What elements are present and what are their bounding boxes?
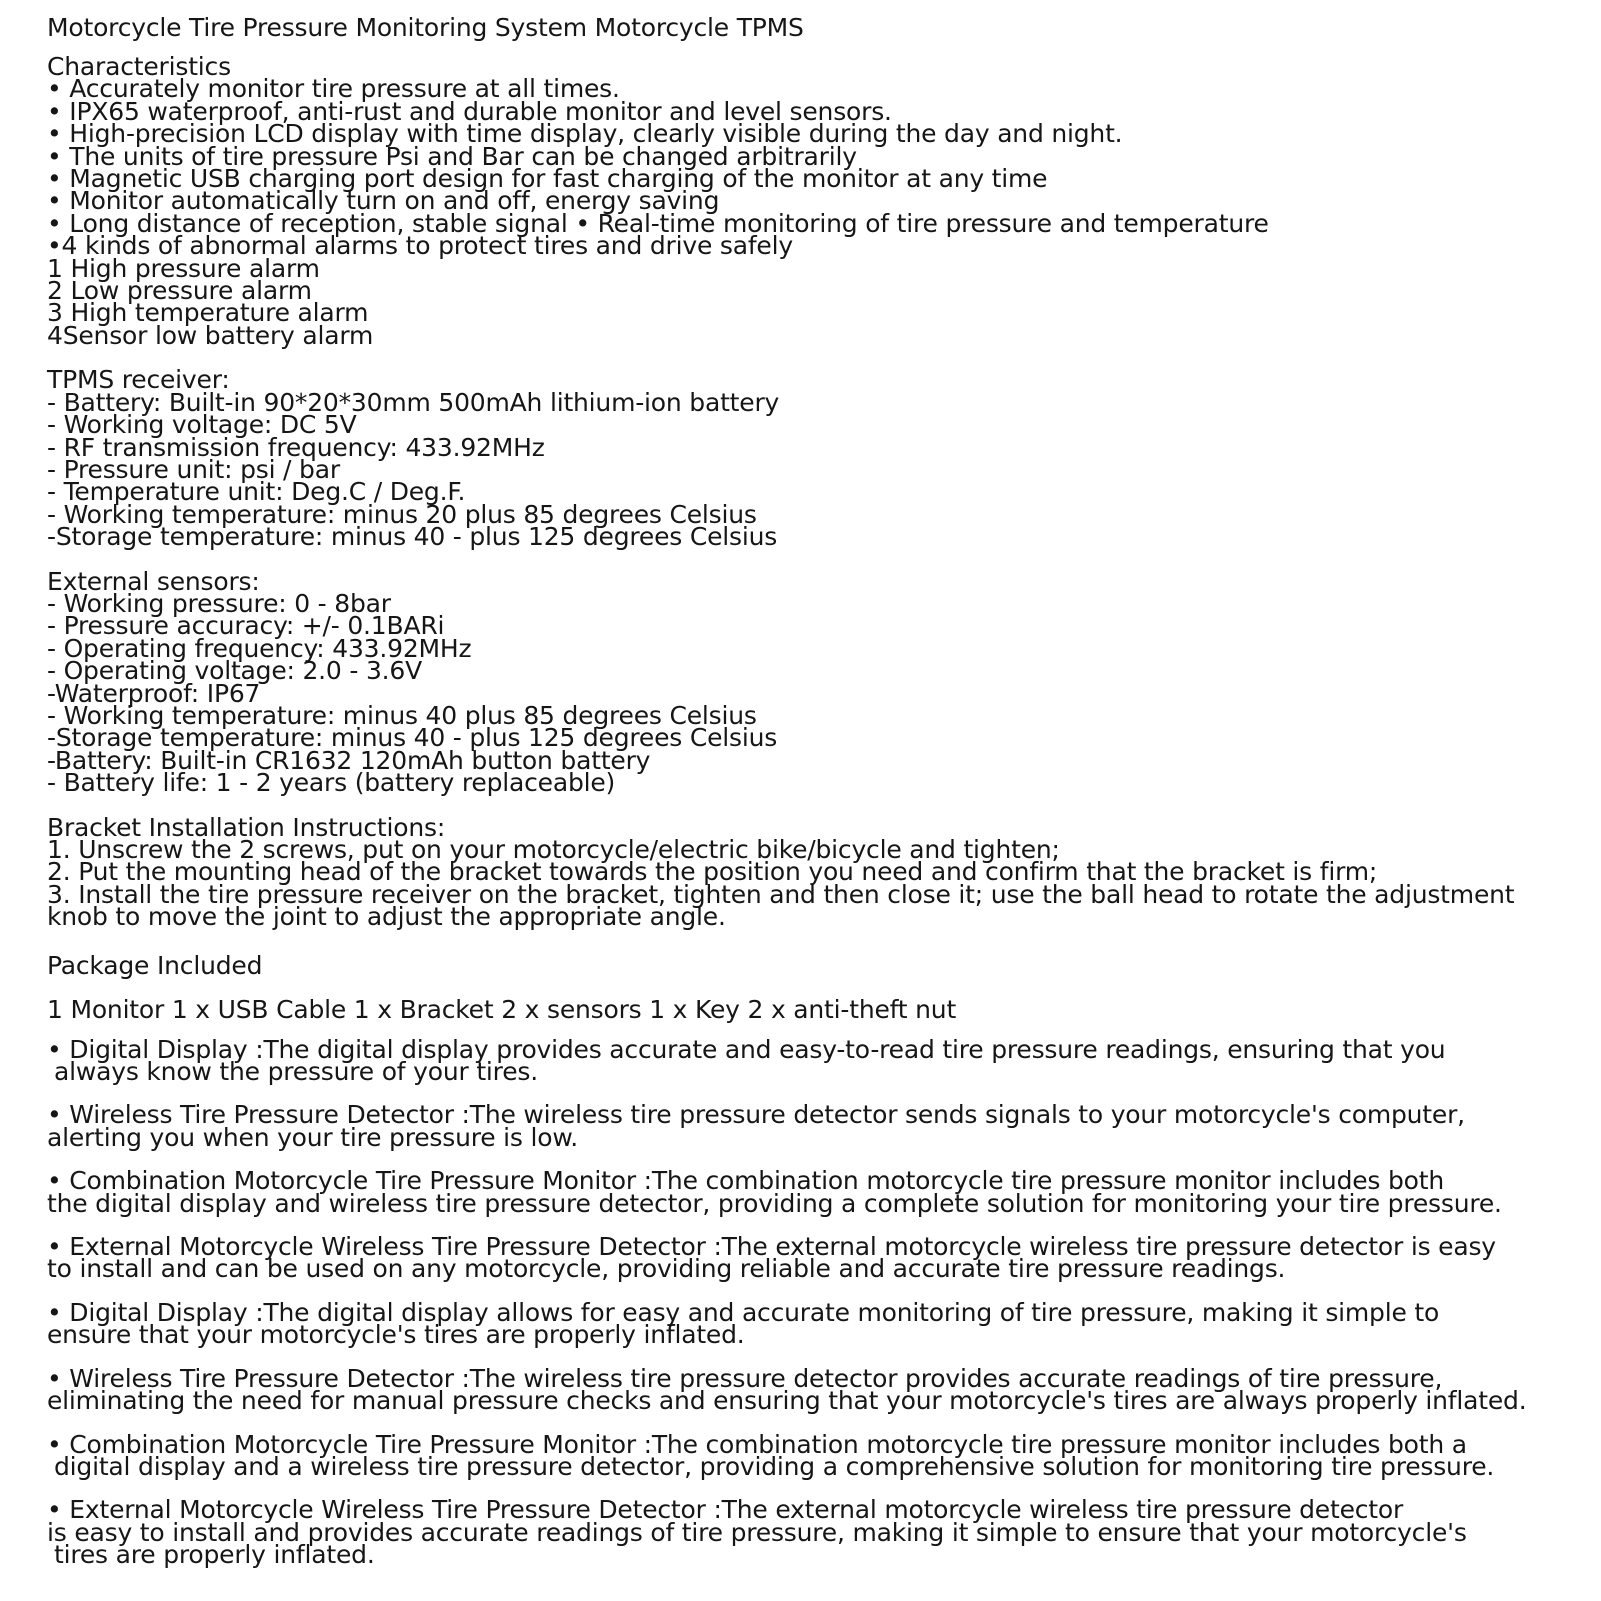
feature-paragraph bbox=[47, 1297, 1587, 1350]
page-title: Motorcycle Tire Pressure Monitoring System Motorcycle TPMS bbox=[47, 13, 804, 42]
spec-item: -Waterproof: IP67 bbox=[47, 678, 261, 708]
feature-line: • Digital Display :The digital display provides accurate and easy-to-read tire pressure readings, ensuring that you bbox=[47, 1034, 1446, 1064]
alarm-item: 3 High temperature alarm bbox=[47, 298, 369, 328]
bracket-section bbox=[47, 812, 1587, 932]
spec-item: -Storage temperature: minus 40 - plus 125 degrees Celsius bbox=[47, 522, 778, 552]
spec-item: - Working temperature: minus 40 plus 85 degrees Celsius bbox=[47, 700, 757, 730]
spec-item: - Operating frequency: 433.92MHz bbox=[47, 633, 472, 663]
feature-line: • External Motorcycle Wireless Tire Pressure Detector :The external motorcycle wireless tire pressure detector bbox=[47, 1495, 1404, 1525]
feature-line: is easy to install and provides accurate readings of tire pressure, making it simple to ensure that your motorcycle's bbox=[47, 1517, 1467, 1547]
spec-item: - Working pressure: 0 - 8bar bbox=[47, 588, 391, 618]
spec-item: - RF transmission frequency: 433.92MHz bbox=[47, 432, 545, 462]
feature-paragraph bbox=[47, 1034, 1587, 1087]
spec-item: -Battery: Built-in CR1632 120mAh button battery bbox=[47, 745, 651, 775]
instruction-step: 3. Install the tire pressure receiver on the bracket, tighten and then close it; use the ball head to rotate the adjustment bbox=[47, 879, 1515, 909]
spec-item: - Pressure unit: psi / bar bbox=[47, 454, 340, 484]
feature-paragraph bbox=[47, 1495, 1587, 1570]
spec-item: - Battery: Built-in 90*20*30mm 500mAh lithium-ion battery bbox=[47, 387, 780, 417]
feature-line: • External Motorcycle Wireless Tire Pressure Detector :The external motorcycle wireless tire pressure detector is easy bbox=[47, 1232, 1496, 1262]
alarm-item: 4Sensor low battery alarm bbox=[47, 320, 374, 350]
feature-paragraph bbox=[47, 1166, 1587, 1218]
instruction-step: 1. Unscrew the 2 screws, put on your motorcycle/electric bike/bicycle and tighten; bbox=[47, 835, 1060, 864]
instruction-step: 2. Put the mounting head of the bracket towards the position you need and confirm that the bracket is firm; bbox=[47, 857, 1378, 887]
characteristic-item: • Long distance of reception, stable signal • Real-time monitoring of tire pressure and temperature bbox=[47, 208, 1269, 238]
feature-line: • Wireless Tire Pressure Detector :The wireless tire pressure detector provides accurate readings of tire pressure, bbox=[47, 1363, 1443, 1393]
package-contents: 1 Monitor 1 x USB Cable 1 x Bracket 2 x sensors 1 x Key 2 x anti-theft nut bbox=[47, 994, 957, 1024]
feature-line: always know the pressure of your tires. bbox=[54, 1057, 538, 1087]
spec-item: - Pressure accuracy: +/- 0.1BARi bbox=[47, 611, 445, 641]
characteristic-item: •4 kinds of abnormal alarms to protect tires and drive safely bbox=[47, 231, 793, 261]
characteristic-item: • Accurately monitor tire pressure at all times. bbox=[47, 74, 620, 104]
characteristic-item: • Monitor automatically turn on and off, energy saving bbox=[47, 186, 720, 216]
feature-line: tires are properly inflated. bbox=[54, 1540, 375, 1570]
feature-paragraph bbox=[47, 1232, 1587, 1284]
spec-item: - Operating voltage: 2.0 - 3.6V bbox=[47, 656, 423, 686]
spec-item: - Battery life: 1 - 2 years (battery replaceable) bbox=[47, 768, 616, 798]
alarm-item: 2 Low pressure alarm bbox=[47, 276, 312, 306]
feature-line: alerting you when your tire pressure is low. bbox=[47, 1122, 579, 1152]
feature-line: • Combination Motorcycle Tire Pressure Monitor :The combination motorcycle tire pressure monitor includes both bbox=[47, 1166, 1445, 1196]
feature-line: • Digital Display :The digital display allows for easy and accurate monitoring of tire pressure, making it simple to bbox=[47, 1297, 1440, 1327]
feature-line: to install and can be used on any motorcycle, providing reliable and accurate tire pressure readings. bbox=[47, 1254, 1286, 1284]
spec-item: - Working voltage: DC 5V bbox=[47, 410, 357, 440]
instruction-step: knob to move the joint to adjust the appropriate angle. bbox=[47, 902, 726, 932]
feature-line: • Combination Motorcycle Tire Pressure Monitor :The combination motorcycle tire pressure monitor includes both a bbox=[47, 1429, 1467, 1459]
package-heading: Package Included bbox=[47, 950, 263, 980]
section-heading: TPMS receiver: bbox=[47, 365, 230, 395]
spec-item: - Temperature unit: Deg.C / Deg.F. bbox=[47, 477, 466, 507]
feature-line: the digital display and wireless tire pressure detector, providing a complete solution for monitoring your tire pressure. bbox=[47, 1188, 1502, 1218]
section-heading: Characteristics bbox=[47, 52, 231, 81]
sensors-section bbox=[47, 566, 1587, 798]
feature-line: eliminating the need for manual pressure checks and ensuring that your motorcycle's tires are always properly inflated. bbox=[47, 1386, 1527, 1416]
characteristics-section bbox=[47, 52, 1587, 350]
receiver-section bbox=[47, 365, 1587, 552]
product-description bbox=[47, 12, 1587, 1588]
feature-paragraph bbox=[47, 1429, 1587, 1481]
spec-item: - Working temperature: minus 20 plus 85 degrees Celsius bbox=[47, 499, 757, 529]
characteristic-item: • High-precision LCD display with time display, clearly visible during the day and night. bbox=[47, 119, 1123, 149]
spec-item: -Storage temperature: minus 40 - plus 125 degrees Celsius bbox=[47, 723, 778, 753]
characteristic-item: • IPX65 waterproof, anti-rust and durable monitor and level sensors. bbox=[47, 96, 892, 126]
section-heading: Bracket Installation Instructions: bbox=[47, 812, 446, 842]
feature-paragraph bbox=[47, 1100, 1587, 1152]
feature-line: ensure that your motorcycle's tires are properly inflated. bbox=[47, 1320, 745, 1350]
feature-line: digital display and a wireless tire pressure detector, providing a comprehensive solution for monitoring tire pressure. bbox=[54, 1451, 1495, 1481]
alarm-item: 1 High pressure alarm bbox=[47, 253, 320, 283]
characteristic-item: • The units of tire pressure Psi and Bar can be changed arbitrarily bbox=[47, 141, 857, 171]
section-heading: External sensors: bbox=[47, 566, 260, 596]
feature-line: • Wireless Tire Pressure Detector :The wireless tire pressure detector sends signals to your motorcycle's computer, bbox=[47, 1100, 1465, 1130]
feature-paragraph bbox=[47, 1363, 1587, 1416]
characteristic-item: • Magnetic USB charging port design for fast charging of the monitor at any time bbox=[47, 164, 1048, 194]
